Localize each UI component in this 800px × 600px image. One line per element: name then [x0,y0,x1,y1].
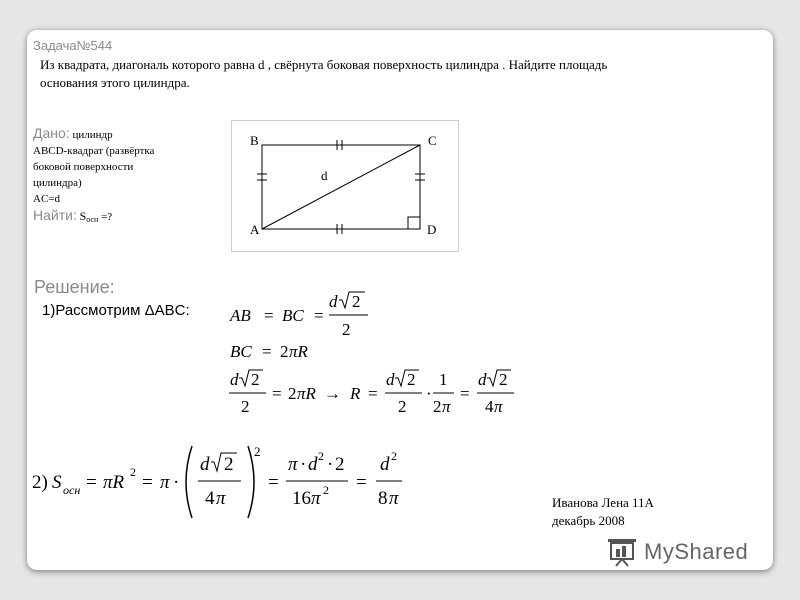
given-line-3: боковой поверхности [33,161,134,173]
vertex-c: C [428,133,437,148]
svg-text:π: π [311,488,321,509]
vertex-d: D [427,222,437,237]
author-name: Иванова Лена 11А [552,495,654,510]
svg-text:BC: BC [282,306,304,325]
find-sub: осн [86,215,99,224]
svg-text:2: 2 [254,444,261,459]
svg-text:π: π [160,472,170,493]
logo-text: MyShared [644,539,749,564]
svg-text:2: 2 [342,320,351,339]
task-line-2: основания этого цилиндра. [40,75,190,90]
svg-text:=: = [460,384,470,403]
find-label: Найти: [33,207,77,223]
svg-text:осн: осн [63,483,81,497]
svg-text:πR: πR [297,384,316,403]
svg-text:2: 2 [335,454,345,475]
formula-radius [226,366,526,422]
svg-text:d: d [386,370,395,389]
svg-text:2: 2 [391,449,397,463]
svg-text:d: d [308,454,318,475]
given-block [33,125,203,228]
svg-text:πR: πR [289,342,308,361]
svg-text:=: = [314,306,324,325]
square-diagram [231,120,459,252]
svg-text:=: = [356,472,367,493]
svg-text:·: · [327,454,334,475]
formula-bc-circumference [226,338,326,364]
svg-text:=: = [368,384,378,403]
svg-text:BC: BC [230,342,252,361]
svg-text:d: d [329,292,338,311]
svg-text:4: 4 [205,488,215,509]
svg-text:2: 2 [398,397,407,416]
svg-text:=: = [272,384,282,403]
svg-text:=: = [268,472,279,493]
svg-text:π: π [389,488,399,509]
svg-text:d: d [230,370,239,389]
svg-text:·: · [426,384,432,403]
svg-text:2): 2) [32,472,48,493]
author-block [552,494,654,530]
author-date: декабрь 2008 [552,513,625,528]
svg-text:=: = [264,306,274,325]
svg-text:R: R [350,384,361,403]
svg-text:1: 1 [439,370,448,389]
svg-text:π: π [288,454,298,475]
svg-text:2: 2 [433,397,442,416]
svg-text:=: = [142,472,153,493]
svg-text:d: d [380,454,390,475]
svg-text:2: 2 [323,483,329,497]
svg-text:2: 2 [352,292,361,311]
myshared-logo [606,537,748,567]
svg-text:→: → [324,384,341,403]
svg-text:πR: πR [103,472,125,493]
task-line-1: Из квадрата, диагональ которого равна d , свёрнута боковая поверхность цилиндра . Найдите площадь [40,57,608,72]
vertex-a: A [250,222,260,237]
svg-text:8: 8 [378,488,388,509]
solution-title: Решение: [34,277,115,297]
find-rest: =? [98,211,113,223]
step-1-label: 1)Рассмотрим ΔABC: [42,302,190,319]
task-statement [40,56,750,92]
svg-text:2: 2 [241,397,250,416]
svg-text:=: = [86,472,97,493]
find-s: S [79,209,87,223]
svg-text:d: d [478,370,487,389]
svg-text:=: = [262,342,272,361]
svg-text:2: 2 [318,449,324,463]
given-line-2: ABCD-квадрат (развёртка [33,145,155,157]
given-line-4: цилиндра) [33,177,82,189]
svg-text:2: 2 [224,454,234,475]
svg-text:2: 2 [407,370,416,389]
task-title: Задача№544 [33,38,113,53]
given-label: Дано: [33,125,70,141]
svg-text:16: 16 [292,488,311,509]
diagonal-label: d [321,168,328,183]
formula-base-area [30,436,460,526]
svg-text:AB: AB [230,306,251,325]
svg-text:2: 2 [280,342,289,361]
svg-text:2: 2 [288,384,297,403]
svg-text:2: 2 [499,370,508,389]
svg-text:2: 2 [251,370,260,389]
svg-text:·: · [173,472,180,493]
svg-text:π: π [216,488,226,509]
square-figure [232,121,458,251]
svg-text:·: · [300,454,307,475]
svg-text:π: π [494,397,503,416]
svg-text:S: S [52,472,62,493]
svg-text:d: d [200,454,210,475]
given-line-5: AC=d [33,193,60,205]
svg-text:π: π [442,397,451,416]
given-line-1: цилиндр [72,129,113,141]
vertex-b: B [250,133,259,148]
svg-text:2: 2 [130,465,136,479]
presentation-icon [606,537,640,567]
svg-text:4: 4 [485,397,494,416]
